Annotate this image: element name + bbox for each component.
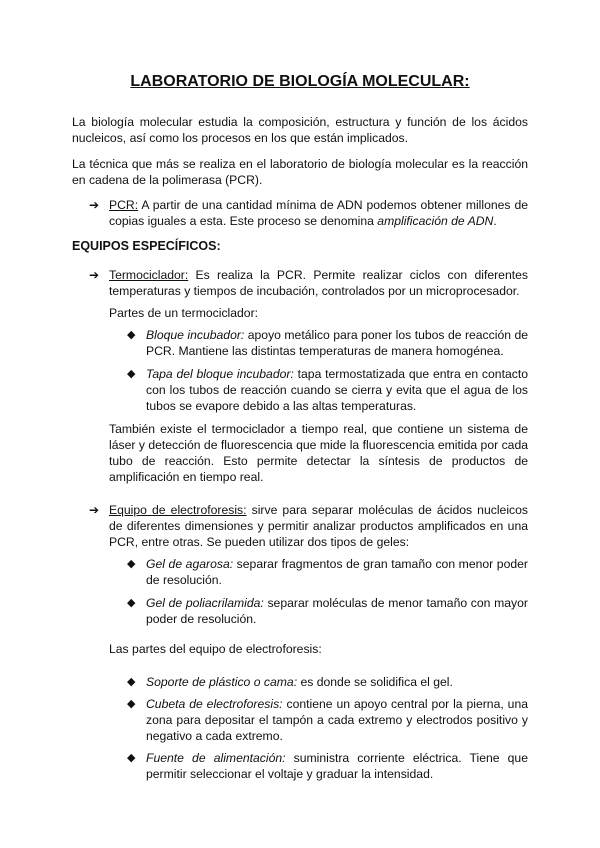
diamond-bullet-icon: ◆	[127, 597, 136, 609]
pcr-label: PCR:	[109, 198, 139, 212]
term: Cubeta de electroforesis:	[146, 697, 283, 711]
list-item	[127, 750, 528, 782]
electroforesis-item	[89, 502, 528, 550]
list-item	[127, 327, 529, 359]
electroforesis-label: Equipo de electroforesis:	[109, 503, 247, 517]
definition: suministra corriente eléctrica. Tiene que permitir seleccionar el voltaje y graduar la intensidad.	[146, 751, 528, 781]
electroforesis-text: sirve para separar moléculas de ácidos nucleicos de diferentes dimensiones y permitir analizar productos amplificados en una PCR, entre otras. Se pueden utilizar dos tipos de geles:	[109, 503, 528, 549]
diamond-bullet-icon: ◆	[127, 752, 136, 764]
diamond-bullet-icon: ◆	[127, 676, 136, 688]
diamond-bullet-icon: ◆	[127, 368, 136, 380]
term: Gel de poliacrilamida:	[146, 596, 264, 610]
definition: separar moléculas de menor tamaño con mayor poder de resolución.	[146, 596, 528, 626]
termociclador-extra: También existe el termociclador a tiempo real, que contiene un sistema de láser y detección de fluorescencia que mide la fluorescencia emitida por cada tubo de reacción. Esto permite detectar la síntesis de productos de amplificación en tiempo real.	[109, 422, 528, 484]
arrow-bullet-icon: ➔	[89, 503, 100, 517]
definition: separar fragmentos de gran tamaño con menor poder de resolución.	[146, 557, 528, 587]
list-item	[127, 595, 528, 627]
document-title: LABORATORIO DE BIOLOGÍA MOLECULAR:	[130, 73, 470, 90]
section-heading: EQUIPOS ESPECÍFICOS:	[72, 239, 221, 253]
parts-intro: Partes de un termociclador:	[109, 306, 259, 320]
definition: tapa termostatizada que entra en contacto con los tubos de reacción cuando se cierra y evita que el agua de los tubos se evapore debido a las altas temperaturas.	[146, 367, 528, 413]
term: Bloque incubador:	[146, 328, 245, 342]
pcr-text: A partir de una cantidad mínima de ADN podemos obtener millones de copias iguales a esta. Este proceso se denomina	[109, 198, 528, 228]
list-item	[127, 556, 528, 588]
arrow-bullet-icon: ➔	[89, 198, 100, 212]
diamond-bullet-icon: ◆	[127, 698, 136, 710]
intro-paragraph: La técnica que más se realiza en el laboratorio de biología molecular es la reacción en cadena de la polimerasa (PCR).	[72, 157, 528, 187]
term: Fuente de alimentación:	[146, 751, 286, 765]
list-item	[127, 696, 528, 744]
list-item	[127, 674, 528, 690]
term: Tapa del bloque incubador:	[146, 367, 294, 381]
definition: apoyo metálico para poner los tubos de reacción de PCR. Mantiene las distintas temperaturas de manera homogénea.	[146, 328, 529, 358]
list-item	[127, 366, 528, 414]
diamond-bullet-icon: ◆	[127, 329, 136, 341]
pcr-emphasis: amplificación de ADN	[377, 214, 494, 228]
term: Soporte de plástico o cama:	[146, 675, 298, 689]
definition: contiene un apoyo central por la pierna, una zona para depositar el tampón a cada extremo y electrodos positivo y negativo a cada extremo.	[146, 697, 528, 743]
term: Gel de agarosa:	[146, 557, 234, 571]
arrow-bullet-icon: ➔	[89, 268, 100, 282]
pcr-end: .	[493, 214, 497, 228]
pcr-item	[89, 197, 528, 229]
termociclador-item	[89, 267, 528, 299]
diamond-bullet-icon: ◆	[127, 558, 136, 570]
termociclador-text: Es realiza la PCR. Permite realizar ciclos con diferentes temperaturas y tiempos de incubación, controlados por un microprocesador.	[109, 268, 528, 298]
termociclador-label: Termociclador:	[109, 268, 189, 282]
parts-intro: Las partes del equipo de electroforesis:	[109, 642, 322, 656]
definition: es donde se solidifica el gel.	[297, 675, 453, 689]
intro-paragraph: La biología molecular estudia la composición, estructura y función de los ácidos nucleicos, así como los procesos en los que están implicados.	[72, 115, 528, 145]
